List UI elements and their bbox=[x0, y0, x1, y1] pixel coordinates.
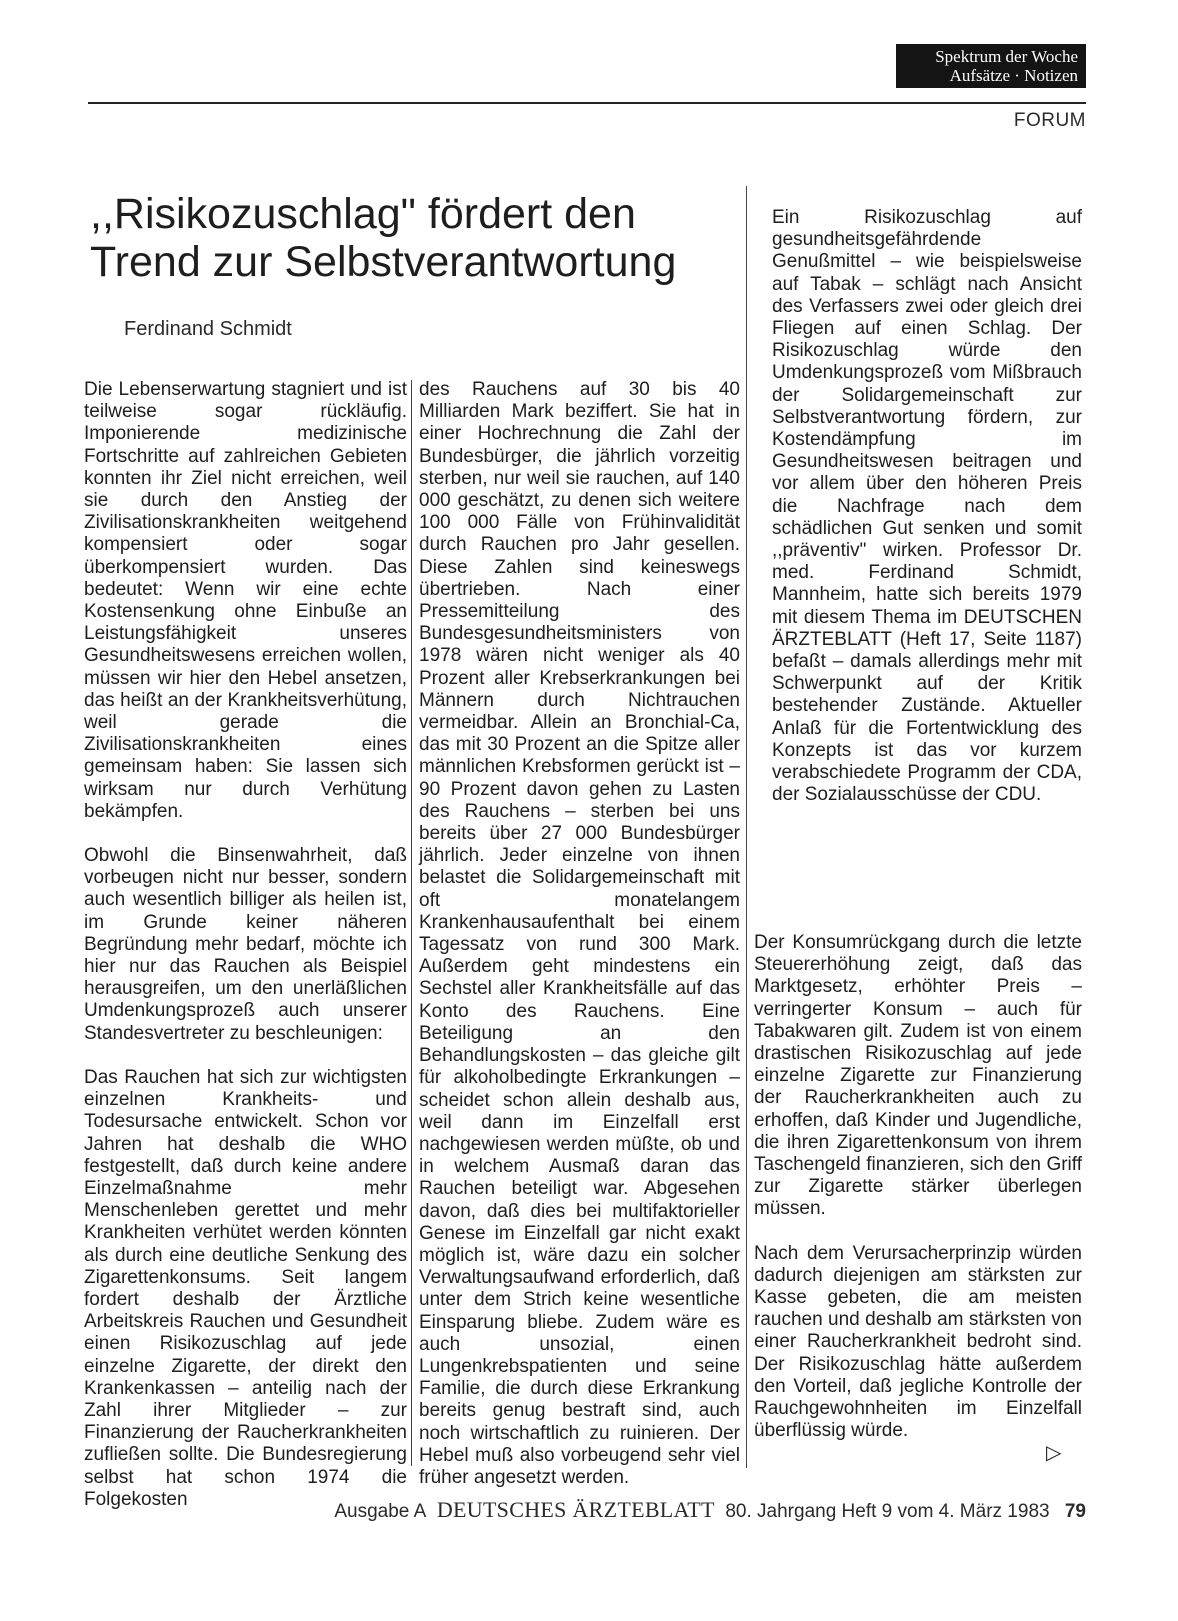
column-3 bbox=[754, 932, 1082, 1442]
intro-box bbox=[772, 207, 1082, 806]
column-1 bbox=[84, 379, 407, 1511]
title-line-2: Trend zur Selbstverantwortung bbox=[90, 238, 677, 286]
paragraph: Das Rauchen hat sich zur wichtigsten einzelnen Krankheits- und Todesursache entwickelt. Schon vor Jahren hat deshalb die WHO festgestellt, daß durch keine andere Einzelmaßnahme mehr Menschenleben gerettet und mehr Krankheiten verhütet werden könnten als durch eine deutliche Senkung des Zigarettenkonsums. Seit langem fordert deshalb der Ärztliche Arbeitskreis Rauchen und Gesundheit einen Risikozuschlag auf jede einzelne Zigarette, der direkt den Krankenkassen – anteilig nach der Zahl ihrer Mitglieder – zur Finanzierung der Raucherkrankheiten zufließen sollte. Die Bundesregierung selbst hat schon 1974 die Folgekosten bbox=[84, 1066, 407, 1510]
footer-edition: Ausgabe A bbox=[334, 1501, 427, 1522]
author-name: Ferdinand Schmidt bbox=[124, 318, 292, 340]
masthead-line-1: Spektrum der Woche bbox=[935, 47, 1078, 66]
masthead-line-2: Aufsätze · Notizen bbox=[949, 66, 1078, 85]
header-rule bbox=[88, 102, 1086, 104]
article-title bbox=[90, 190, 750, 286]
footer-journal: DEUTSCHES ÄRZTEBLATT bbox=[436, 1497, 715, 1522]
page-footer bbox=[334, 1497, 1086, 1523]
paragraph: des Rauchens auf 30 bis 40 Milliarden Mark beziffert. Sie hat in einer Hochrechnung die Zahl der Bundesbürger, die jährlich vorzeitig sterben, nur weil sie rauchen, auf 140 000 geschätzt, zu denen sich weitere 100 000 Fälle von Frühinvalidität durch Rauchen pro Jahr gesellen. Diese Zahlen sind keineswegs übertrieben. Nach einer Pressemitteilung des Bundesgesundheitsministers von 1978 wären nicht weniger als 40 Prozent aller Krebserkrankungen bei Männern durch Nichtrauchen vermeidbar. Allein an Bronchial-Ca, das mit 30 Prozent an die Spitze aller männlichen Krebsformen gerückt ist – 90 Prozent davon gehen zu Lasten des Rauchens – sterben bei uns bereits über 27 000 Bundesbürger jährlich. Jeder einzelne von ihnen belastet die Solidargemeinschaft mit oft monatelangem Krankenhausaufenthalt bei einem Tagessatz von rund 300 Mark. Außerdem geht mindestens ein Sechstel aller Krankheitsfälle auf das Konto des Rauchens. Eine Beteiligung an den Behandlungskosten – das gleiche gilt für alkoholbedingte Erkrankungen – scheidet schon allein deshalb aus, weil dann im Einzelfall erst nachgewiesen werden müßte, ob und in welchem Ausmaß daran das Rauchen beteiligt war. Abgesehen davon, daß dies bei multifaktorieller Genese im Einzelfall gar nicht exakt möglich ist, wäre dazu ein solcher Verwaltungsaufwand erforderlich, daß unter dem Strich keine wesentliche Einsparung bliebe. Zudem wäre es auch unsozial, einen Lungenkrebspatienten und seine Familie, die durch diese Erkrankung bereits genug bestraft sind, auch noch wirtschaftlich zu ruinieren. Der Hebel muß also vorbeugend sehr viel früher angesetzt werden. bbox=[419, 379, 740, 1488]
paragraph: Nach dem Verursacherprinzip würden dadurch diejenigen am stärksten zur Kasse gebeten, die am meisten rauchen und deshalb am stärksten von einer Raucherkrankheit bedroht sind. Der Risikozuschlag hätte außerdem den Vorteil, daß jegliche Kontrolle der Rauchgewohnheiten im Einzelfall überflüssig würde. bbox=[754, 1242, 1082, 1442]
masthead-box bbox=[896, 44, 1086, 88]
page-number: 79 bbox=[1064, 1501, 1086, 1522]
column-2 bbox=[419, 379, 740, 1489]
paragraph: Der Konsumrückgang durch die letzte Steuererhöhung zeigt, daß das Marktgesetz, erhöhter Preis – verringerter Konsum – auch für Tabakwaren gilt. Zudem ist von einem drastischen Risikozuschlag auf jede einzelne Zigarette zur Finanzierung der Raucherkrankheiten auch zu erhoffen, daß Kinder und Jugendliche, die ihren Zigarettenkonsum von ihrem Taschengeld finanzieren, sich den Griff zur Zigarette stärker überlegen müssen. bbox=[754, 932, 1082, 1220]
paragraph: Die Lebenserwartung stagniert und ist teilweise sogar rückläufig. Imponierende medizinische Fortschritte auf zahlreichen Gebieten konnten ihr Ziel nicht erreichen, weil sie durch den Anstieg der Zivilisationskrankheiten weitgehend kompensiert oder sogar überkompensiert wurden. Das bedeutet: Wenn wir eine echte Kostensenkung ohne Einbuße an Leistungsfähigkeit unseres Gesundheitswesens erreichen wollen, müssen wir hier den Hebel ansetzen, das heißt an der Krankheitsverhütung, weil gerade die Zivilisationskrankheiten eines gemeinsam haben: Sie lassen sich wirksam nur durch Verhütung bekämpfen. bbox=[84, 379, 407, 822]
section-label: FORUM bbox=[1013, 110, 1086, 131]
column-divider-2 bbox=[746, 186, 747, 1468]
paragraph: Obwohl die Binsenwahrheit, daß vorbeugen nicht nur besser, sondern auch wesentlich billiger als heilen ist, im Grunde keiner näheren Begründung mehr bedarf, möchte ich hier nur das Rauchen als Beispiel herausgreifen, um den unerläßlichen Umdenkungsprozeß auch unserer Standesvertreter zu beschleunigen: bbox=[84, 845, 407, 1044]
continued-arrow-icon: ▷ bbox=[1046, 1442, 1062, 1464]
column-divider-1 bbox=[411, 380, 412, 1466]
footer-issue: 80. Jahrgang Heft 9 vom 4. März 1983 bbox=[725, 1501, 1050, 1522]
title-line-1: ,,Risikozuschlag" fördert den bbox=[90, 190, 636, 238]
intro-paragraph: Ein Risikozuschlag auf gesundheitsgefährdende Genußmittel – wie beispielsweise auf Tabak – schlägt nach Ansicht des Verfassers zwei oder gleich drei Fliegen auf einen Schlag. Der Risikozuschlag würde den Umdenkungsprozeß vom Mißbrauch der Solidargemeinschaft zur Selbstverantwortung fördern, zur Kostendämpfung im Gesundheitswesen beitragen und vor allem über den höheren Preis die Nachfrage nach dem schädlichen Gut senken und somit ,,präventiv" wirken. Professor Dr. med. Ferdinand Schmidt, Mannheim, hatte sich bereits 1979 mit diesem Thema im DEUTSCHEN ÄRZTEBLATT (Heft 17, Seite 1187) befaßt – damals allerdings mehr mit Schwerpunkt auf der Kritik bestehender Zustände. Aktueller Anlaß für die Fortentwicklung des Konzepts ist das vor kurzem verabschiedete Programm der CDA, der Sozialausschüsse der CDU. bbox=[772, 207, 1082, 806]
